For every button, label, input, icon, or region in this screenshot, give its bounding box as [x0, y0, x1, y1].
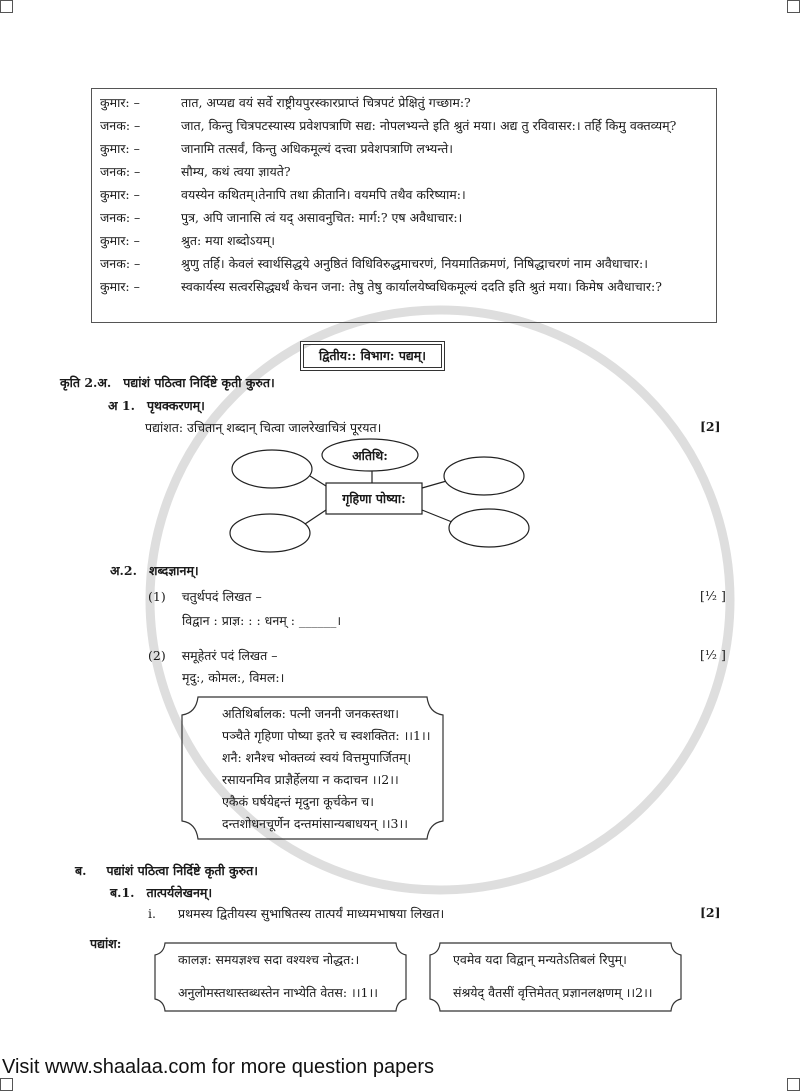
- verse-line: कालज्ञ: समयज्ञश्च सदा वश्यश्च नोद्धत:।: [178, 952, 360, 967]
- item-number: i.: [148, 906, 156, 921]
- verse-block: [222, 705, 442, 835]
- line-text: श्रुणु तर्हि। केवलं स्वार्थसिद्धये अनुष्ठितं विधिविरुद्धमाचरणं, नियमातिक्रमणं, निषिद्धाचरणं नाम अवैधाचार:।: [181, 256, 648, 271]
- question-label: ब.: [75, 863, 87, 878]
- speaker: कुमार: –: [100, 95, 140, 110]
- speaker: जनक: –: [100, 118, 141, 133]
- speaker: कुमार: –: [100, 187, 140, 202]
- line-text: वयस्येन कथितम्।तेनापि तथा क्रीतानि। वयमपि तथैव करिष्याम:।: [181, 187, 466, 202]
- blank-ellipse: [449, 509, 529, 547]
- marks: [½ ]: [700, 647, 726, 662]
- item-content: विद्वान : प्राज्ञ: : : धनम् : ______।: [182, 613, 342, 628]
- item-content: मृदु:, कोमल:, विमल:।: [182, 670, 285, 685]
- verse-line: शनै: शनैश्च भोक्तव्यं स्वयं वित्तमुपार्जितम्।: [222, 750, 412, 765]
- blank-ellipse: [444, 457, 524, 495]
- item-number: (1): [148, 589, 166, 604]
- section-title: द्वितीय:: विभाग: पद्यम्।: [300, 341, 445, 371]
- speaker: कुमार: –: [100, 233, 140, 248]
- blank-ellipse: [232, 450, 312, 488]
- diagram-top-label: अतिथि:: [352, 448, 388, 463]
- verse-line: संश्रयेद् वैतसीं वृत्तिमेतत् प्रज्ञानलक्षणम् ।।2।।: [453, 985, 653, 1000]
- line-text: श्रुत: मया शब्दोऽयम्।: [181, 233, 275, 248]
- item-row: [148, 905, 444, 922]
- verse-line: एकैकं घर्षयेद्दन्तं मृदुना कूर्चकेन च।: [222, 794, 374, 809]
- padyansh-label: पद्यांश:: [90, 936, 122, 951]
- line-text: तात, अप्यद्य वयं सर्वे राष्ट्रीयपुरस्कारप्राप्तं चित्रपटं प्रेक्षितुं गच्छाम:?: [181, 95, 471, 110]
- speaker: कुमार: –: [100, 141, 140, 156]
- item-row: [148, 588, 262, 605]
- question-header: [75, 862, 258, 879]
- subquestion-header: [110, 562, 199, 579]
- verse-line: एवमेव यदा विद्वान् मन्यतेऽतिबलं रिपुम्।: [453, 952, 627, 967]
- subquestion-title: शब्दज्ञानम्।: [148, 563, 199, 578]
- blank-ellipse: [230, 514, 310, 552]
- line-text: स्वकार्यस्य सत्वरसिद्ध्यर्थं केचन जना: तेषु तेषु कार्यालयेष्वधिकमूल्यं ददति इति श्रुतं मया। किमेष अवैधाचार:?: [181, 279, 662, 294]
- verse-line: रसायनमिव प्राज्ञैर्हेलया न कदाचन ।।2।।: [222, 772, 399, 787]
- speaker: जनक: –: [100, 164, 141, 179]
- verse-line: अतिथिर्बालक: पत्नी जननी जनकस्तथा।: [222, 706, 399, 721]
- connector: [305, 510, 326, 524]
- subquestion-label: अ.2.: [110, 563, 137, 578]
- verse-line: दन्तशोधनचूर्णेन दन्तमांसान्यबाधयन् ।।3।।: [222, 816, 408, 831]
- question-heading: पद्यांशं पठित्वा निर्दिष्टे कृती कुरुत।: [106, 863, 258, 878]
- instruction: पद्यांशत: उचितान् शब्दान् चित्वा जालरेखाचित्रं पूरयत।: [145, 420, 382, 435]
- marks: [½ ]: [700, 588, 726, 603]
- connector: [310, 476, 326, 486]
- item-prompt: चतुर्थपदं लिखत –: [181, 589, 262, 604]
- item-prompt: समूहेतरं पदं लिखत –: [181, 648, 278, 663]
- marks: [2]: [700, 905, 721, 920]
- question-heading: पद्यांशं पठित्वा निर्दिष्टे कृती कुरुत।: [123, 375, 275, 390]
- speaker: जनक: –: [100, 210, 141, 225]
- connector: [422, 510, 452, 522]
- footer-link[interactable]: Visit www.shaalaa.com for more question papers: [2, 1056, 435, 1078]
- speaker: जनक: –: [100, 256, 141, 271]
- diagram-center-label: गृहिणा पोष्या:: [342, 491, 406, 506]
- item-row: [148, 647, 278, 664]
- subquestion-title: तात्पर्यलेखनम्।: [146, 885, 213, 900]
- line-text: जानामि तत्सर्वं, किन्तु अधिकमूल्यं दत्त्वा प्रवेशपत्राणि लभ्यन्ते।: [181, 141, 454, 156]
- item-number: (2): [148, 648, 166, 663]
- verse-line: पञ्चैते गृहिणा पोष्या इतरे च स्वशक्तित: ।।1।।: [222, 728, 431, 743]
- subquestion-header: [110, 884, 212, 901]
- subquestion-label: ब.1.: [110, 885, 135, 900]
- speaker: कुमार: –: [100, 279, 140, 294]
- marks: [2]: [700, 419, 721, 434]
- verse-line: अनुलोमस्तथास्तब्धस्तेन नाभ्येति वेतस: ।।1।।: [178, 985, 378, 1000]
- line-text: जात, किन्तु चित्रपटस्यास्य प्रवेशपत्राणि सद्य: नोपलभ्यन्ते इति श्रुतं मया। अद्य तु रविवासर:। तर्हि किमु वक्तव्यम्?: [181, 118, 677, 133]
- subquestion-label: अ 1.: [108, 398, 135, 413]
- line-text: सौम्य, कथं त्वया ज्ञायते?: [181, 164, 291, 179]
- question-label: कृति 2.अ.: [60, 375, 112, 390]
- item-text: प्रथमस्य द्वितीयस्य सुभाषितस्य तात्पर्यं माध्यमभाषया लिखत।: [177, 906, 445, 921]
- subquestion-title: पृथक्करणम्।: [146, 398, 205, 413]
- line-text: पुत्र, अपि जानासि त्वं यद् असावनुचित: मार्ग:? एष अवैधाचार:।: [181, 210, 463, 225]
